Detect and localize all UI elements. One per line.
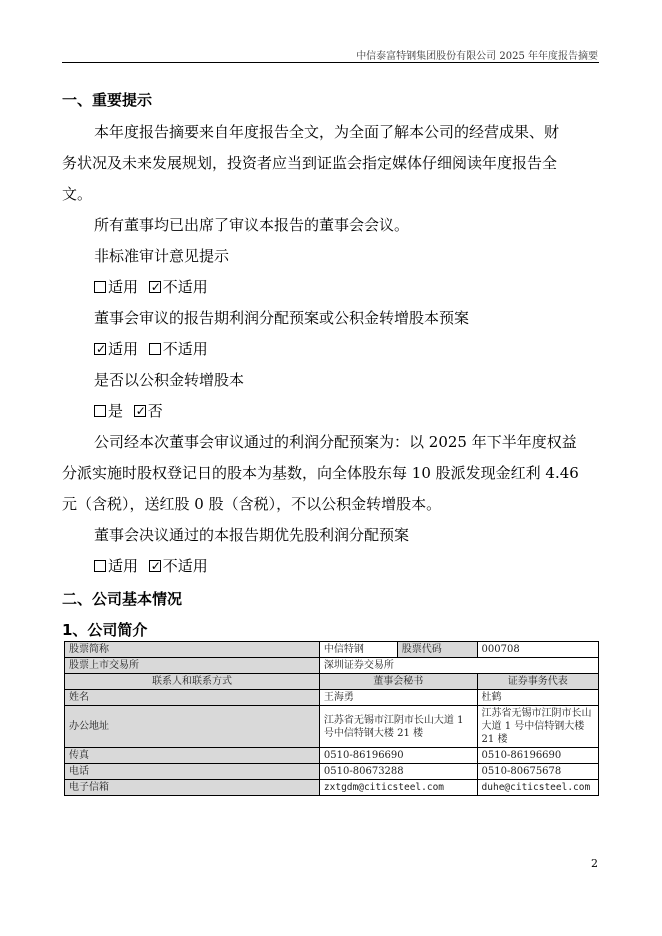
q2-opt2: 不适用 [162,340,208,358]
q2-opt1: 适用 [108,340,139,358]
checkbox-unchecked-icon [149,343,161,355]
q2-label: 董事会审议的报告期利润分配预案或公积金转增股本预案 [94,309,470,327]
section-heading-basic: 二、公司基本情况 [62,590,183,608]
row-label: 电话 [65,764,320,780]
q3-options [94,402,163,420]
table-row [65,780,599,796]
table-row [65,764,599,780]
row-label: 办公地址 [65,706,320,748]
stock-abbr-value: 中信特钢 [319,642,397,658]
para3-line3: 元（含税），送红股 0 股（含税），不以公积金转增股本。 [62,495,442,513]
section-heading-important: 一、重要提示 [62,91,153,109]
secretary-phone: 0510-80673288 [319,764,477,780]
q3-opt2: 否 [147,402,163,420]
table-row [65,748,599,764]
row-label: 姓名 [65,690,320,706]
checkbox-unchecked-icon [94,405,106,417]
table-row [65,690,599,706]
rep-phone: 0510-80675678 [477,764,598,780]
q1-label: 非标准审计意见提示 [94,247,230,265]
checkbox-checked-icon [94,343,106,355]
secretary-name: 王海勇 [319,690,477,706]
rep-email: duhe@citicsteel.com [477,780,598,796]
q4-opt1: 适用 [108,557,139,575]
para2: 所有董事均已出席了审议本报告的董事会会议。 [94,216,410,234]
q3-label: 是否以公积金转增股本 [94,371,245,389]
rep-name: 杜鹤 [477,690,598,706]
q2-options [94,340,208,358]
table-row [65,674,599,690]
col-rep-header: 证券事务代表 [477,674,598,690]
stock-code-label: 股票代码 [397,642,477,658]
para1-line2: 务状况及未来发展规划，投资者应当到证监会指定媒体仔细阅读年度报告全 [62,154,558,172]
row-label: 电子信箱 [65,780,320,796]
checkbox-unchecked-icon [94,560,106,572]
para1-line1: 本年度报告摘要来自年度报告全文，为全面了解本公司的经营成果、财 [94,123,560,141]
table-row [65,658,599,674]
company-profile-table [64,641,599,796]
q4-label: 董事会决议通过的本报告期优先股利润分配预案 [94,526,410,544]
col-secretary-header: 董事会秘书 [319,674,477,690]
checkbox-unchecked-icon [94,281,106,293]
q1-options [94,278,208,296]
q1-opt1: 适用 [108,278,139,296]
checkbox-checked-icon [149,560,161,572]
rep-fax: 0510-86196690 [477,748,598,764]
q4-options [94,557,208,575]
row-label: 传真 [65,748,320,764]
q4-opt2: 不适用 [162,557,208,575]
document-header: 中信泰富特钢集团股份有限公司 2025 年年度报告摘要 [356,51,598,62]
checkbox-checked-icon [149,281,161,293]
stock-abbr-label: 股票简称 [65,642,320,658]
secretary-fax: 0510-86196690 [319,748,477,764]
header-divider [62,62,599,63]
para3-line2: 分派实施时股权登记日的股本为基数，向全体股东每 10 股派发现金红利 4.46 [62,464,579,482]
table-row [65,642,599,658]
table-row [65,706,599,748]
para1-line3: 文。 [62,185,93,203]
para3-line1: 公司经本次董事会审议通过的利润分配预案为：以 2025 年下半年度权益 [94,433,577,451]
q3-opt1: 是 [108,402,124,420]
exchange-label: 股票上市交易所 [65,658,320,674]
contact-header: 联系人和联系方式 [65,674,320,690]
page-number: 2 [591,857,598,870]
rep-address: 江苏省无锡市江阴市长山大道 1 号中信特钢大楼 21 楼 [477,706,598,748]
secretary-address: 江苏省无锡市江阴市长山大道 1 号中信特钢大楼 21 楼 [319,706,477,748]
stock-code-value: 000708 [477,642,598,658]
secretary-email: zxtgdm@citicsteel.com [319,780,477,796]
q1-opt2: 不适用 [162,278,208,296]
subsection-heading-profile: 1、公司简介 [62,621,148,639]
checkbox-checked-icon [134,405,146,417]
exchange-value: 深圳证券交易所 [319,658,598,674]
